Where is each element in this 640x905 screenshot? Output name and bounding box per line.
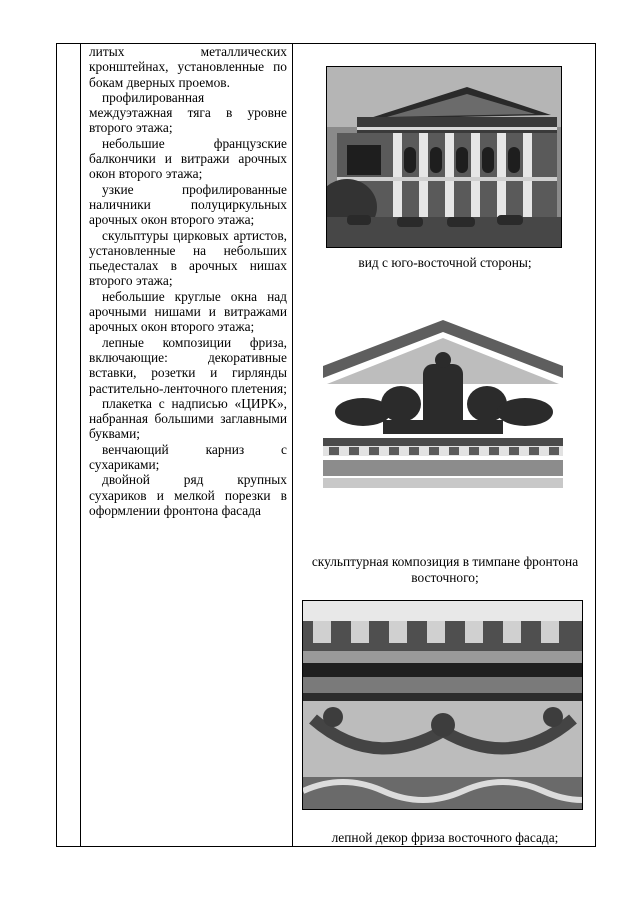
text-paragraph: скульптуры цирковых артистов, установленные на небольших пьедесталах в арочных нишах второго этажа; — [89, 227, 287, 289]
frieze-image — [303, 601, 582, 809]
text-paragraph: профилированная междуэтажная тяга в уровне второго этажа; — [89, 89, 287, 136]
table-border-left — [56, 43, 57, 847]
text-paragraph: венчающий карниз с сухариками; — [89, 441, 287, 473]
table-divider-1 — [80, 43, 81, 847]
tympanum-image — [323, 320, 563, 500]
text-paragraph: плакетка с надписью «ЦИРК», набранная большими заглавными буквами; — [89, 395, 287, 442]
photo-frieze-decor — [302, 600, 583, 810]
text-paragraph: узкие профилированные наличники полуциркульных арочных окон второго этажа; — [89, 181, 287, 228]
table-divider-2 — [292, 43, 293, 847]
photo-caption: лепной декор фриза восточного фасада; — [331, 830, 559, 845]
building-facade-image — [327, 67, 561, 247]
text-paragraph: двойной ряд крупных сухариков и мелкой порезки в оформлении фронтона фасада — [89, 472, 287, 518]
text-paragraph: лепные композиции фриза, включающие: декоративные вставки, розетки и гирлянды растительно-ленточного плетения; — [89, 334, 287, 396]
photo-building-southeast — [326, 66, 562, 248]
text-paragraph: небольшие круглые окна над арочными нишами и витражами арочных окон второго этажа; — [89, 288, 287, 335]
photo-tympanum-sculpture — [323, 320, 563, 500]
description-column — [89, 44, 287, 518]
photo-caption: скульптурная композиция в тимпане фронтона восточного; — [311, 554, 579, 585]
table-bottom-border — [56, 846, 596, 847]
text-paragraph: литых металлических кронштейнах, установленные по бокам дверных проемов. — [89, 44, 287, 90]
text-paragraph: небольшие французские балкончики и витражи арочных окон второго этажа; — [89, 135, 287, 182]
table-border-right — [595, 43, 596, 847]
photo-caption: вид с юго-восточной стороны; — [358, 255, 532, 270]
